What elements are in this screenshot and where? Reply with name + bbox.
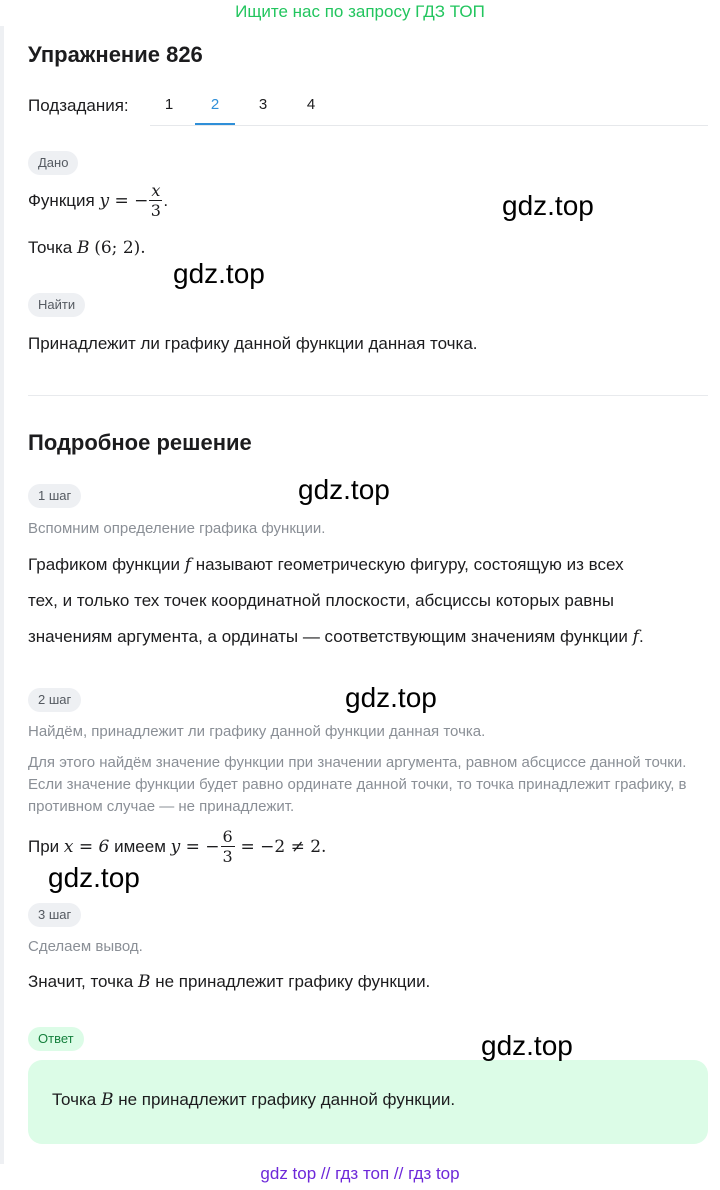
- active-tab-indicator: [195, 123, 235, 125]
- function-prefix: Функция: [28, 191, 95, 210]
- function-f-symbol-2: f: [632, 627, 639, 647]
- point-coords: (6; 2).: [94, 238, 146, 258]
- conclusion-text-c: не принадлежит графику функции.: [155, 972, 431, 991]
- calc-x: x = 6: [63, 837, 110, 857]
- given-point: [28, 238, 146, 258]
- watermark: gdz.top: [173, 258, 265, 289]
- answer-text-a: Точка: [52, 1090, 97, 1109]
- calc-denominator: 3: [222, 847, 233, 867]
- point-prefix: Точка: [28, 238, 73, 257]
- function-f-symbol: f: [184, 555, 192, 575]
- tab-subtask-1[interactable]: 1: [164, 96, 174, 113]
- tab-subtask-3[interactable]: 3: [258, 96, 268, 113]
- watermark: gdz.top: [345, 682, 437, 713]
- answer-box: [28, 1060, 708, 1144]
- answer-point: B: [101, 1090, 114, 1110]
- conclusion-point: B: [137, 972, 151, 992]
- tab-subtask-4[interactable]: 4: [306, 96, 316, 113]
- watermark: gdz.top: [298, 474, 390, 505]
- step3-hint: Сделаем вывод.: [28, 938, 143, 955]
- subtasks-label: Подзадания:: [28, 96, 129, 115]
- given-pill: Дано: [28, 151, 78, 175]
- page-title: Упражнение 826: [28, 42, 203, 67]
- find-question: Принадлежит ли графику данной функции данная точка.: [28, 334, 478, 353]
- step1-definition: [28, 547, 718, 655]
- calc-numerator: 6: [222, 827, 233, 847]
- watermark: gdz.top: [48, 862, 140, 893]
- tabs-divider: [150, 125, 708, 126]
- calc-fraction: [221, 828, 235, 867]
- watermark: gdz.top: [502, 190, 594, 221]
- step1-line1: [28, 547, 718, 583]
- calc-tail: = −2 ≠ 2.: [240, 837, 327, 857]
- step2-pill: 2 шаг: [28, 688, 81, 712]
- point-name: B: [77, 238, 90, 258]
- line1-text-a: Графиком функции: [28, 555, 180, 574]
- fraction-numerator: x: [151, 181, 161, 201]
- function-lhs: y = −: [99, 191, 149, 211]
- step2-explanation: Для этого найдём значение функции при значении аргумента, равном абсциссе данной точки. Если значение функции будет равно ординате данной точки, то точка принадлежит графику, в противном случае — не принадлежит.: [28, 754, 687, 815]
- answer-text-c: не принадлежит графику данной функции.: [118, 1090, 456, 1109]
- footer-links[interactable]: gdz top // гдз топ // гдз top: [260, 1164, 460, 1183]
- section-divider: [28, 395, 708, 396]
- step1-hint: Вспомним определение графика функции.: [28, 520, 326, 537]
- function-end: .: [163, 191, 169, 210]
- answer-pill: Ответ: [28, 1027, 84, 1051]
- tab-subtask-2[interactable]: 2: [210, 96, 220, 113]
- conclusion-text-a: Значит, точка: [28, 972, 134, 991]
- step1-pill: 1 шаг: [28, 484, 81, 508]
- step1-line3: [28, 619, 718, 655]
- top-banner[interactable]: Ищите нас по запросу ГДЗ ТОП: [235, 2, 485, 21]
- step2-hint: Найдём, принадлежит ли графику данной функции данная точка.: [28, 723, 486, 740]
- line3-end: .: [638, 627, 644, 646]
- find-pill: Найти: [28, 293, 85, 317]
- watermark: gdz.top: [481, 1030, 573, 1061]
- solution-heading: Подробное решение: [28, 430, 252, 455]
- line1-text-b: называют геометрическую фигуру, состоящую из всех: [195, 555, 624, 574]
- calc-mid: имеем: [114, 837, 166, 856]
- calc-y: y = −: [170, 837, 220, 857]
- step3-pill: 3 шаг: [28, 903, 81, 927]
- line3-text-a: значениям аргумента, а ординаты — соответствующим значениям функции: [28, 627, 628, 646]
- step3-conclusion: [28, 972, 430, 992]
- function-fraction: [149, 182, 162, 221]
- step1-line2: тех, и только тех точек координатной плоскости, абсциссы которых равны: [28, 591, 614, 610]
- calc-prefix: При: [28, 837, 60, 856]
- fraction-denominator: 3: [150, 201, 161, 221]
- given-function: [28, 180, 168, 222]
- answer-text: [52, 1090, 455, 1110]
